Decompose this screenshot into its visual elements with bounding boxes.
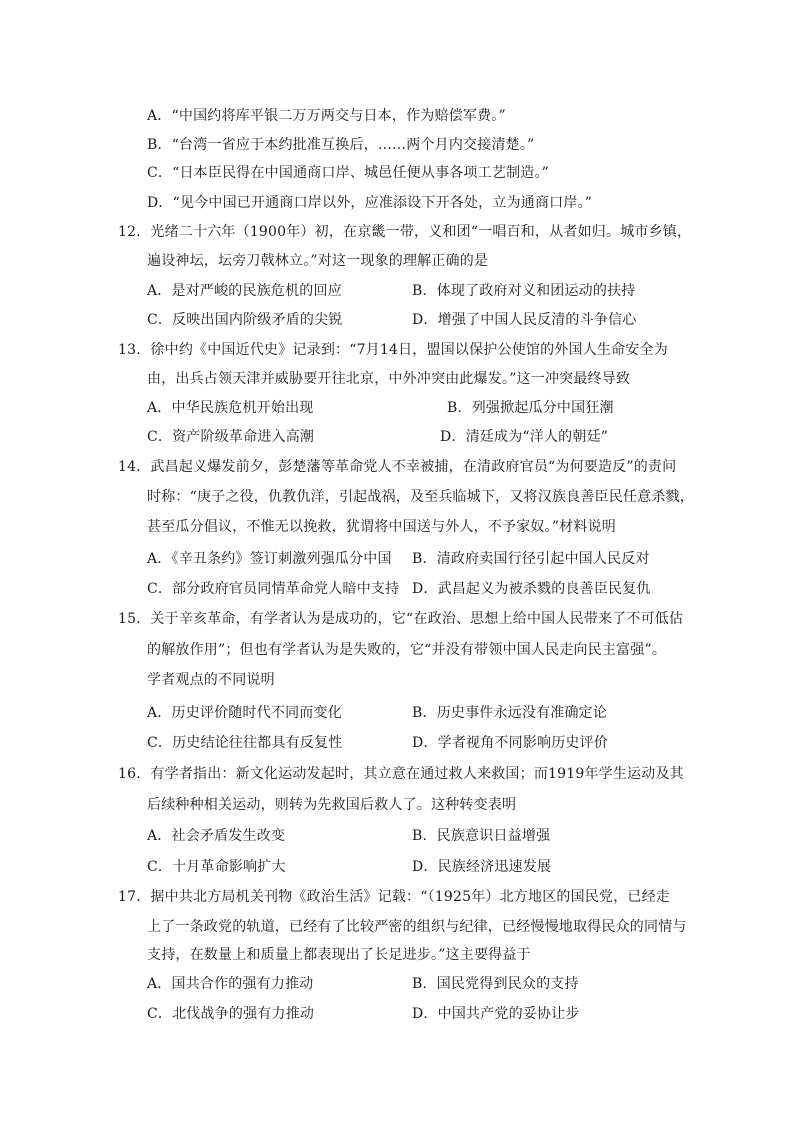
q16-option-c: C．十月革命影响扩大 xyxy=(147,859,286,875)
q11-option-b: B．“台湾一省应于本约批准互换后，……两个月内交接清楚。” xyxy=(147,137,535,153)
q15-option-c: C．历史结论往往都具有反复性 xyxy=(147,735,343,751)
q14-stem-line: 甚至瓜分倡议，不惟无以挽救，犹谓将中国送与外人，不予家奴。”材料说明 xyxy=(147,519,616,535)
q17-option-a: A．国共合作的强有力推动 xyxy=(147,976,314,992)
q13-option-d: D．清廷成为“洋人的朝廷” xyxy=(440,429,609,445)
q15-option-b: B．历史事件永远没有准确定论 xyxy=(412,705,608,721)
q17-stem-line: 上了一条政党的轨道，已经有了比较严密的组织与纪律，已经慢慢地取得民众的同情与 xyxy=(147,919,687,935)
q13-stem-line: 由，出兵占领天津并威胁要开往北京，中外冲突由此爆发。”这一冲突最终导致 xyxy=(147,371,631,387)
q12-option-b: B．体现了政府对义和团运动的扶持 xyxy=(412,283,636,299)
q16-option-b: B．民族意识日益增强 xyxy=(412,828,551,844)
q13-option-a: A．中华民族危机开始出现 xyxy=(147,400,314,416)
q11-option-d: D．“见今中国已开通商口岸以外，应准添设下开各处，立为通商口岸。” xyxy=(147,195,593,211)
q12-option-a: A．是对严峻的民族危机的回应 xyxy=(147,283,342,299)
q16-stem-line: 后续种种相关运动，则转为先救国后救人了。这种转变表明 xyxy=(147,797,517,813)
q13-option-b: B．列强掀起瓜分中国狂潮 xyxy=(447,400,614,416)
q15-stem-line: 学者观点的不同说明 xyxy=(147,672,275,688)
q12-stem-line: 12．光绪二十六年（1900年）初，在京畿一带，义和团“一唱百和，从者如归。城市乡镇， xyxy=(118,224,692,240)
q15-stem-line: 的解放作用”；但也有学者认为是失败的，它“并没有带领中国人民走向民主富强”。 xyxy=(147,642,667,658)
q13-stem-line: 13．徐中约《中国近代史》记录到：“7月14日，盟国以保护公使馆的外国人生命安全为 xyxy=(118,342,668,358)
q14-option-a: A．《辛丑条约》签订刺激列强瓜分中国 xyxy=(147,551,392,567)
q15-stem-line: 15．关于辛亥革命，有学者认为是成功的，它“在政治、思想上给中国人民带来了不可低估 xyxy=(118,611,684,627)
q15-option-a: A．历史评价随时代不同而变化 xyxy=(147,705,342,721)
q14-option-c: C．部分政府官员同情革命党人暗中支持 xyxy=(147,581,400,597)
q12-option-c: C．反映出国内阶级矛盾的尖锐 xyxy=(147,312,343,328)
q12-stem-line: 遍设神坛，坛旁刀戟林立。”对这一现象的理解正确的是 xyxy=(147,253,489,269)
q17-stem-line: 17．据中共北方局机关刊物《政治生活》记载：“（1925年）北方地区的国民党，已经走 xyxy=(118,889,670,905)
q16-stem-line: 16．有学者指出：新文化运动发起时，其立意在通过救人来救国；而1919年学生运动及其 xyxy=(118,766,684,782)
q17-option-c: C．北伐战争的强有力推动 xyxy=(147,1006,315,1022)
q14-stem-line: 14．武昌起义爆发前夕，彭楚藩等革命党人不幸被捕，在清政府官员“为何要造反”的责问 xyxy=(118,459,677,475)
q14-option-d: D．武昌起义为被杀戮的良善臣民复仇 xyxy=(412,581,651,597)
q17-stem-line: 支持，在数量上和质量上都表现出了长足进步。”这主要得益于 xyxy=(147,947,531,963)
q13-option-c: C．资产阶级革命进入高潮 xyxy=(147,429,315,445)
q17-option-d: D．中国共产党的妥协让步 xyxy=(412,1006,580,1022)
q14-option-b: B．清政府卖国行径引起中国人民反对 xyxy=(412,551,650,567)
q17-option-b: B．国民党得到民众的支持 xyxy=(412,976,579,992)
q15-option-d: D．学者视角不同影响历史评价 xyxy=(412,735,609,751)
q16-option-d: D．民族经济迅速发展 xyxy=(412,859,552,875)
q16-option-a: A．社会矛盾发生改变 xyxy=(147,828,286,844)
q11-option-c: C．“日本臣民得在中国通商口岸、城邑任便从事各项工艺制造。” xyxy=(147,165,550,181)
q11-option-a: A．“中国约将库平银二万万两交与日本，作为赔偿军费。” xyxy=(147,108,506,124)
q14-stem-line: 时称：“庚子之役，仇教仇洋，引起战祸，及至兵临城下，又将汉族良善臣民任意杀戮， xyxy=(147,489,694,505)
q12-option-d: D．增强了中国人民反清的斗争信心 xyxy=(412,312,637,328)
